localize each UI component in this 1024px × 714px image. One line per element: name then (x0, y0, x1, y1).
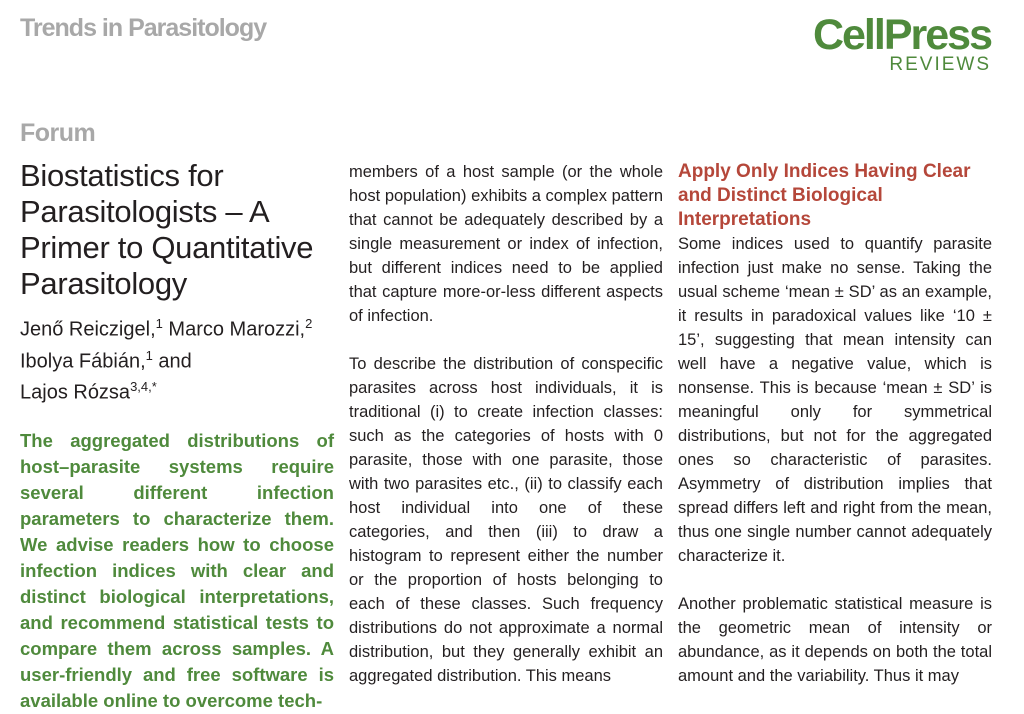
body-paragraph: Another problematic statistical measure is the geometric mean of intensity or abundance, as it depends on both the total amount and the variability. Thus it may (678, 595, 992, 685)
section-heading: Apply Only Indices Having Clear and Distinct Biological Interpretations (678, 161, 971, 230)
body-column-3 (678, 160, 992, 712)
author-affiliation: 3,4,* (130, 379, 157, 395)
author-affiliation: 1 (145, 347, 153, 363)
author-list (20, 311, 334, 406)
section-label: Forum (20, 119, 96, 147)
article-title: Biostatistics for Parasitologists – A Primer to Quantitative Parasitology (20, 158, 314, 301)
body-paragraph: members of a host sample (or the whole host population) exhibits a complex pattern that cannot be adequately described by a single measurement or index of infection, but different indices need to be applied that capture more-or-less different aspects of infection. (349, 163, 663, 325)
author-name: Jenő Reiczigel, (20, 318, 156, 341)
abstract: The aggregated distributions of host–parasite systems require several different infection parameters to characterize them. We advise readers how to choose infection indices with clear and distinct biological interpretations, and recommend statistical tests to compare them across samples. A user-friendly and free software is available online to overcome tech- (20, 429, 334, 711)
journal-name: Trends in Parasitology (20, 14, 267, 42)
author-name: Ibolya Fábián, (20, 350, 146, 373)
logo-subtitle: REVIEWS (889, 54, 991, 75)
title-column (20, 158, 334, 714)
publisher-logo (813, 12, 991, 75)
body-paragraph: To describe the distribution of conspecific parasites across host individuals, it is traditional (i) to create infection classes: such as the categories of hosts with 0 parasite, those with one parasite, those with two parasites etc., (ii) to classify each host individual into one of these categories, and then (iii) to draw a histogram to represent either the number or the proportion of hosts belonging to each of these classes. Such frequency distributions do not approximate a normal distribution, but they generally exhibit an aggregated distribution. This means (349, 355, 663, 685)
body-column-2 (349, 160, 663, 712)
author-conjunction: and (152, 350, 192, 373)
author-name: Marco Marozzi, (162, 318, 306, 341)
author-affiliation: 2 (305, 316, 313, 331)
body-paragraph: Some indices used to quantify parasite infection just make no sense. Taking the usual scheme ‘mean ± SD’ as an example, it results in paradoxical values like ‘10 ± 15’, suggesting that mean intensity can well have a negative value, which is nonsense. This is because ‘mean ± SD’ is meaningful only for symmetrical distributions, but not for the aggregated ones so characteristic of parasites. Asymmetry of distribution implies that spread differs left and right from the mean, thus one single number cannot adequately characterize it. (678, 235, 992, 565)
author-name: Lajos Rózsa (20, 381, 131, 404)
author-affiliation: 1 (155, 316, 163, 331)
logo-wordmark: CellPress (812, 11, 991, 59)
